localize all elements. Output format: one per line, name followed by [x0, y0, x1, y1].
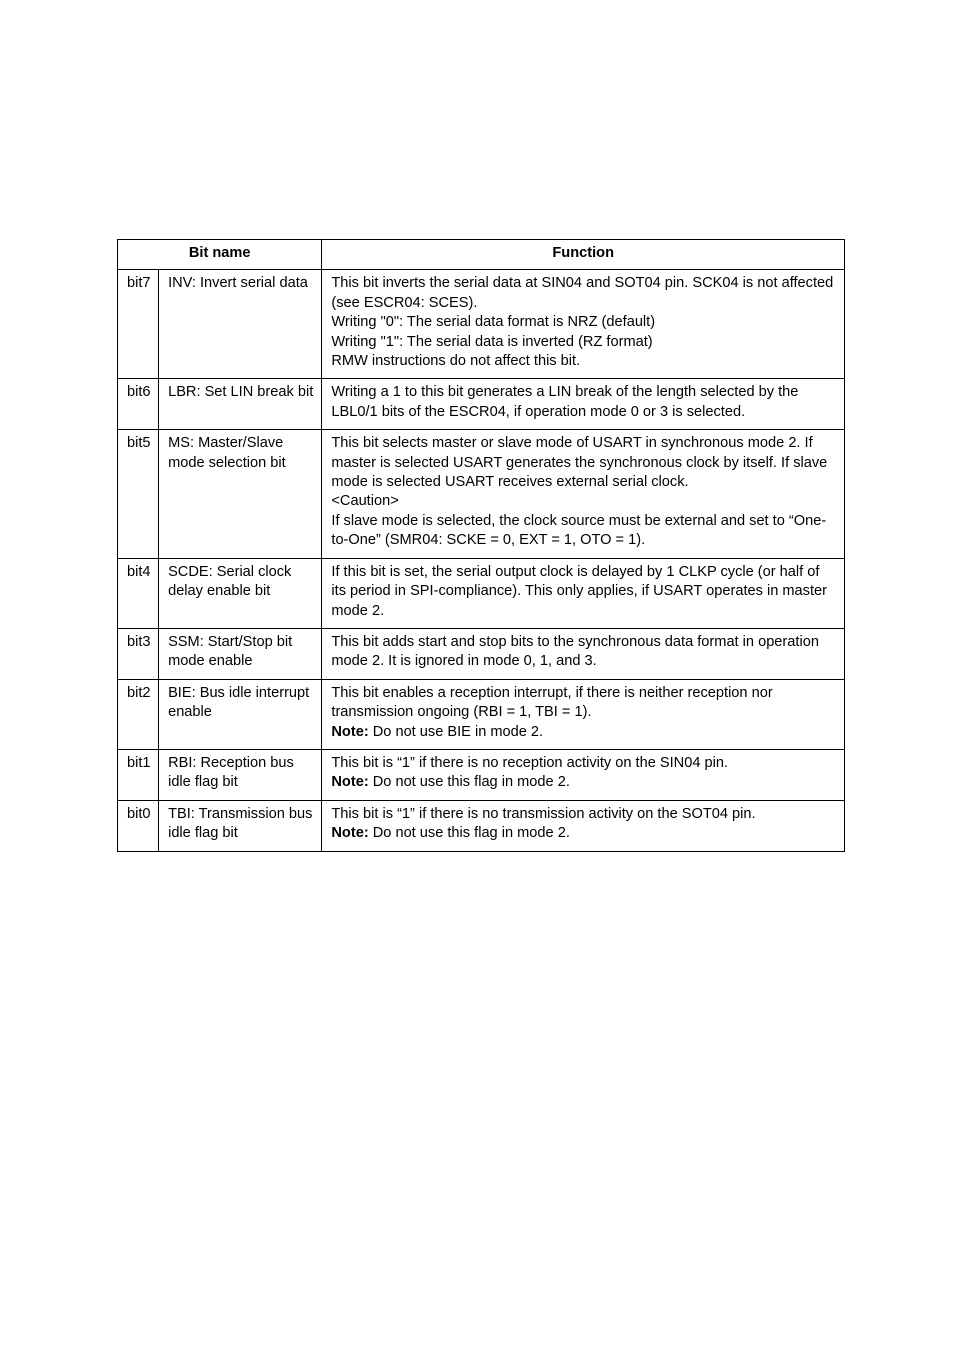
table-row: [118, 430, 845, 558]
bit-name-cell: MS: Master/Slave mode selection bit: [159, 430, 322, 558]
table-row: [118, 679, 845, 749]
function-cell: [322, 379, 845, 430]
table-row: [118, 749, 845, 800]
function-text-line: This bit is “1” if there is no transmission activity on the SOT04 pin.: [331, 805, 756, 822]
table-row: [118, 800, 845, 851]
note-label: Note:: [331, 825, 369, 842]
bit-number-cell: bit3: [118, 628, 159, 679]
table-row: [118, 558, 845, 628]
note-label: Note:: [331, 723, 369, 740]
table-header-row: [118, 240, 845, 270]
note-label: Note:: [331, 774, 369, 791]
function-cell: [322, 800, 845, 851]
function-text-line: Writing "0": The serial data format is NRZ (default): [331, 314, 656, 331]
function-text-line: If this bit is set, the serial output clock is delayed by 1 CLKP cycle (or half of its period in SPI-compliance). This only applies, if USART operates in master mode 2.: [331, 563, 827, 619]
bit-number-cell: bit6: [118, 379, 159, 430]
note-line: [331, 723, 836, 742]
function-cell: [322, 628, 845, 679]
register-bit-table: [117, 239, 845, 852]
function-cell: [322, 430, 845, 558]
function-text-line: <Caution>: [331, 493, 399, 510]
note-line: [331, 824, 836, 843]
note-text: Do not use this flag in mode 2.: [368, 774, 570, 791]
bit-name-cell: BIE: Bus idle interrupt enable: [159, 679, 322, 749]
function-text-line: This bit selects master or slave mode of USART in synchronous mode 2. If master is selected USART generates the synchronous clock by itself. If slave mode is selected USART receives external serial clock.: [331, 435, 828, 491]
function-text-line: Writing "1": The serial data is inverted (RZ format): [331, 333, 653, 350]
table-row: [118, 270, 845, 379]
header-function: Function: [322, 240, 845, 270]
function-text-line: This bit adds start and stop bits to the synchronous data format in operation mode 2. It is ignored in mode 0, 1, and 3.: [331, 633, 819, 670]
function-cell: [322, 679, 845, 749]
bit-name-cell: LBR: Set LIN break bit: [159, 379, 322, 430]
bit-number-cell: bit2: [118, 679, 159, 749]
bit-number-cell: bit0: [118, 800, 159, 851]
function-cell: [322, 270, 845, 379]
table-row: [118, 628, 845, 679]
bit-number-cell: bit1: [118, 749, 159, 800]
bit-number-cell: bit5: [118, 430, 159, 558]
bit-name-cell: SCDE: Serial clock delay enable bit: [159, 558, 322, 628]
function-text-line: This bit is “1” if there is no reception activity on the SIN04 pin.: [331, 754, 729, 771]
bit-name-cell: RBI: Reception bus idle flag bit: [159, 749, 322, 800]
bit-number-cell: bit4: [118, 558, 159, 628]
bit-name-cell: INV: Invert serial data: [159, 270, 322, 379]
function-cell: [322, 558, 845, 628]
table-body: [118, 270, 845, 851]
bit-name-cell: SSM: Start/Stop bit mode enable: [159, 628, 322, 679]
table-row: [118, 379, 845, 430]
bit-number-cell: bit7: [118, 270, 159, 379]
note-text: Do not use this flag in mode 2.: [368, 825, 570, 842]
note-line: [331, 773, 836, 792]
function-text-line: This bit inverts the serial data at SIN04 and SOT04 pin. SCK04 is not affected (see ESCR04: SCES).: [331, 275, 834, 311]
header-bit-name: Bit name: [118, 240, 322, 270]
function-cell: [322, 749, 845, 800]
function-text-line: This bit enables a reception interrupt, if there is neither reception nor transmission ongoing (RBI = 1, TBI = 1).: [331, 684, 773, 721]
note-text: Do not use BIE in mode 2.: [368, 723, 544, 740]
function-text-line: RMW instructions do not affect this bit.: [331, 353, 581, 370]
function-text-line: If slave mode is selected, the clock source must be external and set to “One-to-One” (SMR04: SCKE = 0, EXT = 1, OTO = 1).: [331, 512, 827, 549]
bit-name-cell: TBI: Transmission bus idle flag bit: [159, 800, 322, 851]
function-text-line: Writing a 1 to this bit generates a LIN break of the length selected by the LBL0/1 bits of the ESCR04, if operation mode 0 or 3 is selected.: [331, 384, 799, 420]
